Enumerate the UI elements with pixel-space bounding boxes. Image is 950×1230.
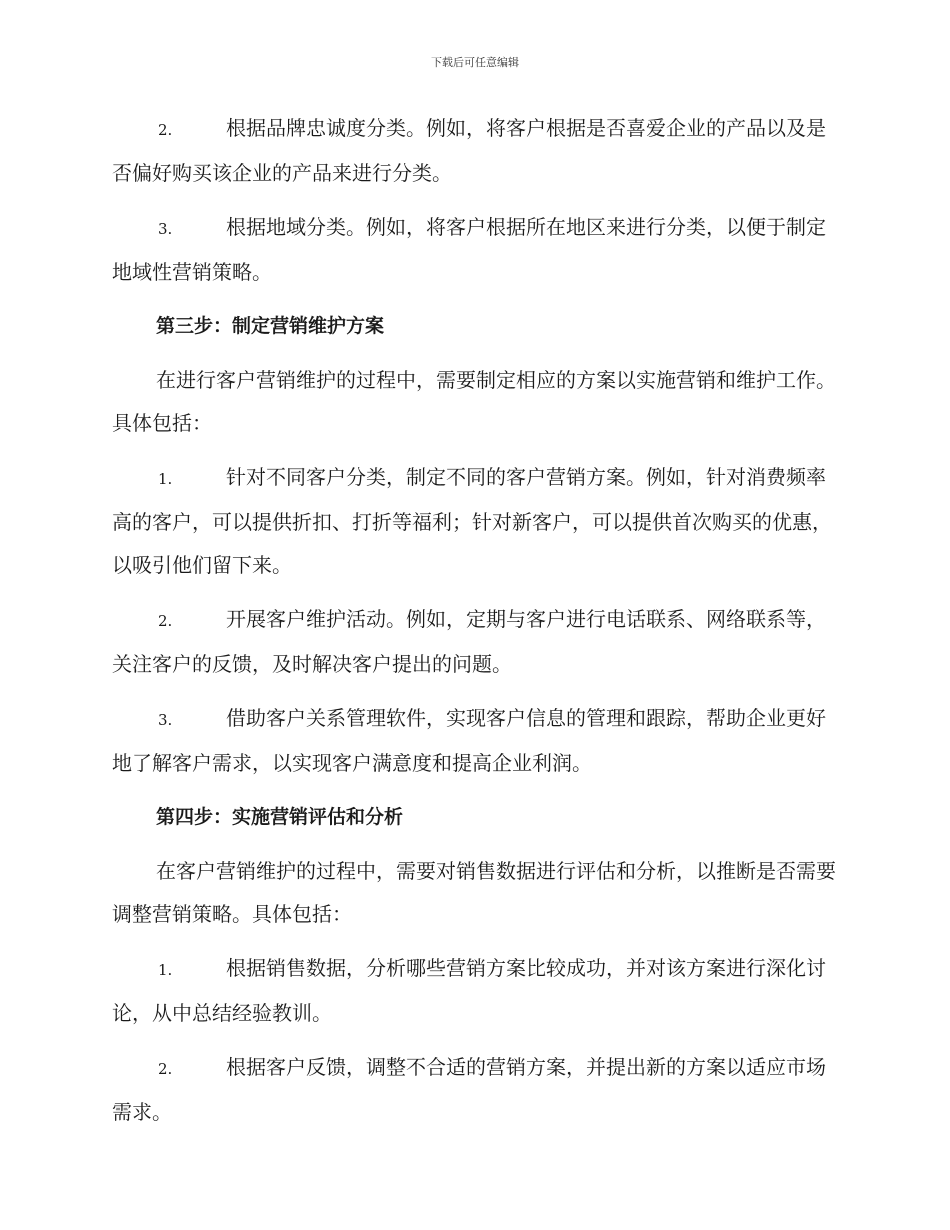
list-number: 2. bbox=[158, 1060, 173, 1078]
list-number: 3. bbox=[158, 220, 173, 238]
paragraph: 在进行客户营销维护的过程中，需要制定相应的方案以实施营销和维护工作。具体包括： bbox=[112, 368, 836, 435]
list-item bbox=[112, 206, 837, 294]
document-body bbox=[112, 107, 837, 1145]
list-text: 根据地域分类。例如，将客户根据所在地区来进行分类，以便于制定地域性营销策略。 bbox=[112, 215, 826, 284]
list-number: 1. bbox=[158, 961, 173, 979]
paragraph: 在客户营销维护的过程中，需要对销售数据进行评估和分析，以推断是否需要调整营销策略。具体包括： bbox=[112, 859, 836, 926]
list-number: 2. bbox=[158, 121, 173, 139]
list-text: 根据品牌忠诚度分类。例如，将客户根据是否喜爱企业的产品以及是否偏好购买该企业的产品来进行分类。 bbox=[112, 116, 826, 185]
list-item bbox=[112, 598, 837, 686]
list-item bbox=[112, 456, 837, 587]
list-number: 2. bbox=[158, 612, 173, 630]
list-text: 根据销售数据，分析哪些营销方案比较成功，并对该方案进行深化讨论，从中总结经验教训。 bbox=[112, 956, 826, 1025]
list-number: 3. bbox=[158, 711, 173, 729]
list-item bbox=[112, 947, 837, 1035]
section-heading-step-3: 第三步：制定营销维护方案 bbox=[156, 315, 385, 337]
list-text: 开展客户维护活动。例如，定期与客户进行电话联系、网络联系等，关注客户的反馈，及时解决客户提出的问题。 bbox=[112, 607, 826, 676]
list-text: 借助客户关系管理软件，实现客户信息的管理和跟踪，帮助企业更好地了解客户需求，以实现客户满意度和提高企业利润。 bbox=[112, 706, 826, 775]
page-header: 下载后可任意编辑 bbox=[431, 56, 519, 69]
list-item bbox=[112, 107, 837, 195]
list-text: 针对不同客户分类，制定不同的客户营销方案。例如，针对消费频率高的客户，可以提供折扣、打折等福利；针对新客户，可以提供首次购买的优惠，以吸引他们留下来。 bbox=[112, 465, 832, 577]
list-item bbox=[112, 697, 837, 785]
list-item bbox=[112, 1046, 837, 1134]
list-text: 根据客户反馈，调整不合适的营销方案，并提出新的方案以适应市场需求。 bbox=[112, 1055, 826, 1124]
section-heading-step-4: 第四步：实施营销评估和分析 bbox=[156, 806, 404, 828]
list-number: 1. bbox=[158, 470, 173, 488]
